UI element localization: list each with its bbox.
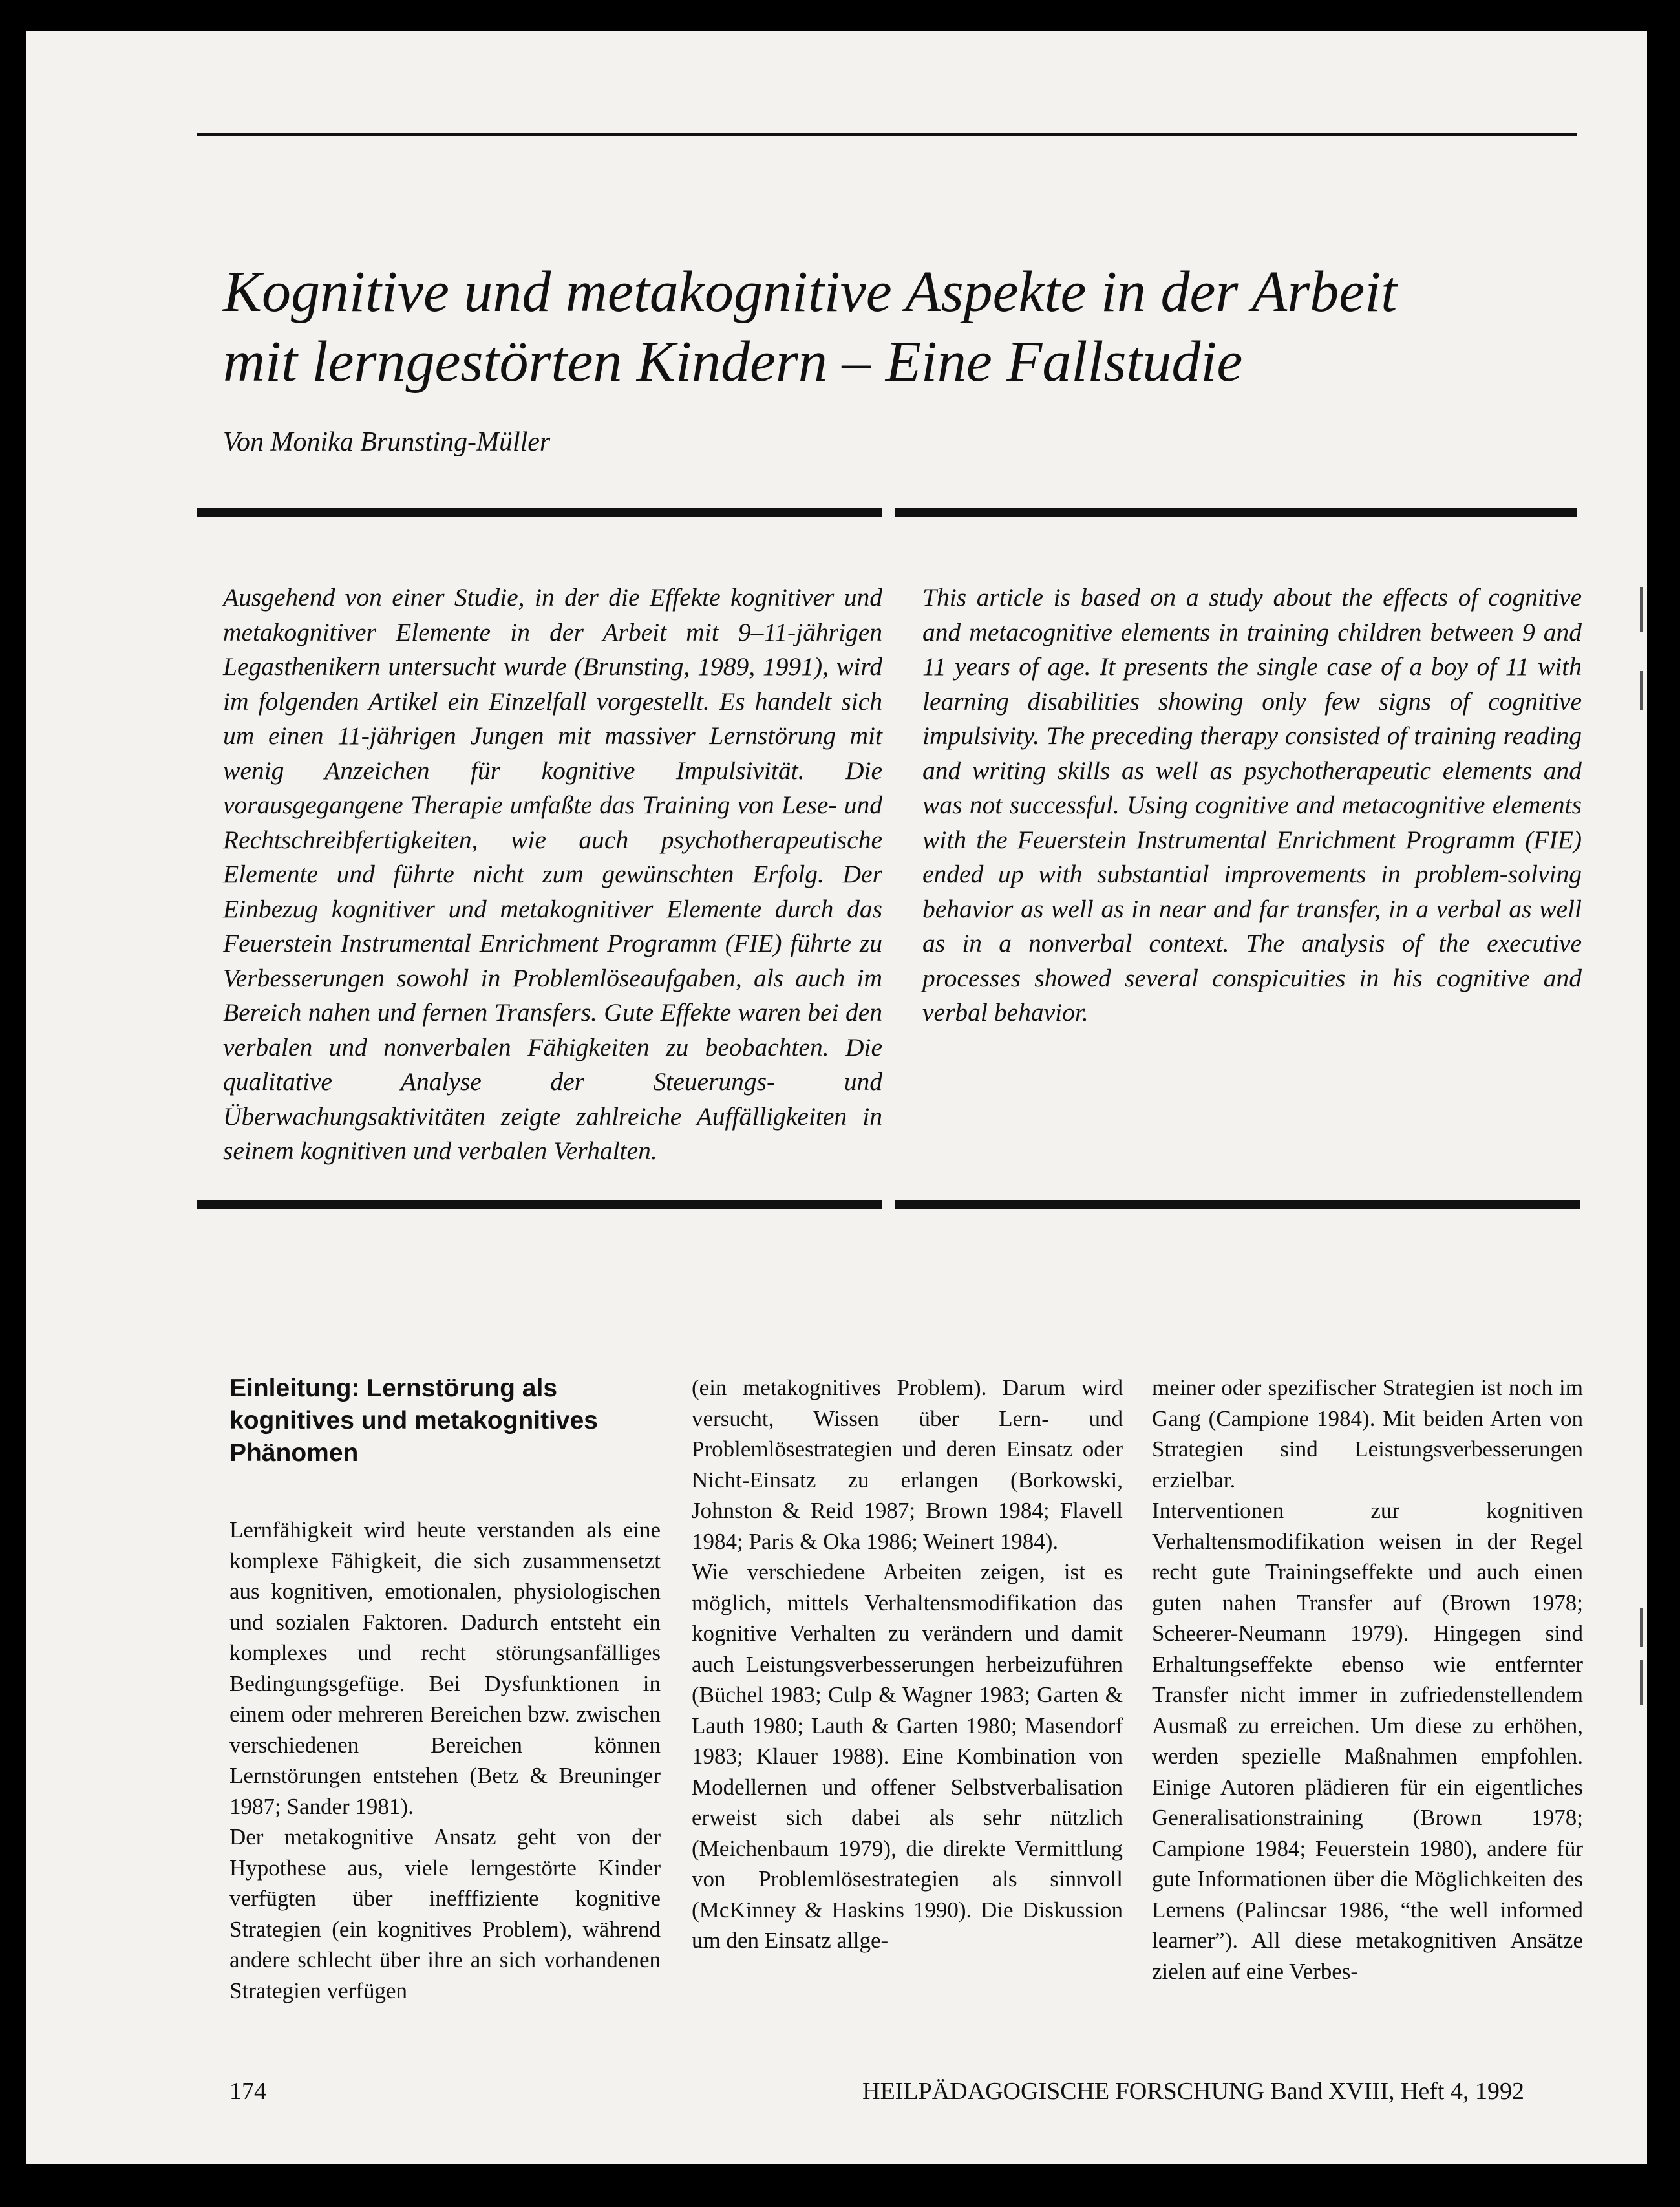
margin-mark (1640, 587, 1643, 632)
abstract-bottom-bar-left (197, 1200, 882, 1209)
author-byline: Von Monika Brunsting-Müller (223, 427, 551, 457)
abstract-top-bar-right (895, 508, 1577, 517)
paragraph: Interventionen zur kognitiven Verhaltensmodifikation weisen in der Regel recht gute Trainingseffekte und auch einen guten nahen Transfer auf (Brown 1978; Scheerer-Neumann 1979). Hingegen sind Erhaltungseffekte ebenso wie entfernter Transfer nicht immer in zufriedenstellendem Ausmaß zu erreichen. Um diese zu erhöhen, werden spezielle Maßnahmen empfohlen. Einige Autoren plädieren für ein eigentliches Generalisationstraining (Brown 1978; Campione 1984; Feuerstein 1980), andere für gute Informationen über die Möglichkeiten des Lernens (Palincsar 1986, “the well informed learner”). All diese metakognitiven Ansätze zielen auf eine Verbes- (1152, 1498, 1583, 1984)
body-column-2 (692, 1372, 1123, 1956)
paragraph: Lernfähigkeit wird heute verstanden als eine komplexe Fähigkeit, die sich zusammensetzt aus kognitiven, emotionalen, physiologischen und sozialen Faktoren. Dadurch entsteht ein komplexes und recht störungsanfälliges Bedingungsgefüge. Bei Dysfunktionen in einem oder mehreren Bereichen bzw. zwischen verschiedenen Bereichen können Lernstörungen entstehen (Betz & Breuninger 1987; Sander 1981). (229, 1517, 661, 1819)
margin-mark (1640, 1608, 1643, 1647)
body-column-1 (229, 1372, 661, 2006)
journal-footer: HEILPÄDAGOGISCHE FORSCHUNG Band XVIII, Heft 4, 1992 (862, 2078, 1524, 2105)
paragraph: Wie verschiedene Arbeiten zeigen, ist es möglich, mittels Verhaltensmodifikation das kognitive Verhalten zu verändern und damit auch Leistungsverbesserungen herbeizuführen (Büchel 1983; Culp & Wagner 1983; Garten & Lauth 1980; Lauth & Garten 1980; Masendorf 1983; Klauer 1988). Eine Kombination von Modellernen und offener Selbstverbalisation erweist sich dabei als sehr nützlich (Meichenbaum 1979), die direkte Vermittlung von Problemlösestrategien als sinnvoll (McKinney & Haskins 1990). Die Diskussion um den Einsatz allge- (692, 1559, 1123, 1953)
abstract-german: Ausgehend von einer Studie, in der die Effekte kognitiver und metakognitiver Elemente in der Arbeit mit 9–11-jährigen Legasthenikern untersucht wurde (Brunsting, 1989, 1991), wird im folgenden Artikel ein Einzelfall vorgestellt. Es handelt sich um einen 11-jährigen Jungen mit massiver Lernstörung mit wenig Anzeichen für kognitive Impulsivität. Die vorausgegangene Therapie umfaßte das Training von Lese- und Rechtschreibfertigkeiten, wie auch psychotherapeutische Elemente und führte nicht zum gewünschten Erfolg. Der Einbezug kognitiver und metakognitiver Elemente durch das Feuerstein Instrumental Enrichment Programm (FIE) führte zu Verbesserungen sowohl in Problemlöseaufgaben, als auch im Bereich nahen und fernen Transfers. Gute Effekte waren bei den verbalen und nonverbalen Fähigkeiten zu beobachten. Die qualitative Analyse der Steuerungs- und Überwachungsaktivitäten zeigte zahlreiche Auffälligkeiten in seinem kognitiven und verbalen Verhalten. (223, 583, 882, 1165)
abstract-english: This article is based on a study about the effects of cognitive and metacognitive elements in training children between 9 and 11 years of age. It presents the single case of a boy of 11 with learning disabilities showing only few signs of cognitive impulsivity. The preceding therapy consisted of training reading and writing skills as well as psychotherapeutic elements and was not successful. Using cognitive and metacognitive elements with the Feuerstein Instrumental Enrichment Programm (FIE) ended up with substantial improvements in problem-solving behavior as well as in near and far transfer, in a verbal as well as in a nonverbal context. The analysis of the executive processes showed several conspicuities in his cognitive and verbal behavior. (922, 583, 1582, 1027)
abstract-bottom-bar-right (895, 1200, 1580, 1209)
margin-mark (1640, 1660, 1643, 1705)
abstract-top-bar-left (197, 508, 882, 517)
page-number: 174 (229, 2078, 266, 2105)
journal-page (26, 31, 1647, 2164)
body-column-3 (1152, 1372, 1583, 1987)
article-title (223, 257, 1580, 397)
title-line-2: mit lerngestörten Kindern – Eine Fallstudie (223, 330, 1243, 394)
header-rule (197, 133, 1577, 136)
title-line-1: Kognitive und metakognitive Aspekte in der Arbeit (223, 260, 1398, 324)
section-heading: Einleitung: Lernstörung als kognitives und metakognitives Phänomen (229, 1374, 598, 1467)
paragraph: (ein metakognitives Problem). Darum wird versucht, Wissen über Lern- und Problemlösestrategien und deren Einsatz oder Nicht-Einsatz zu erlangen (Borkowski, Johnston & Reid 1987; Brown 1984; Flavell 1984; Paris & Oka 1986; Weinert 1984). (692, 1375, 1123, 1554)
margin-mark (1640, 671, 1643, 710)
paragraph: Der metakognitive Ansatz geht von der Hypothese aus, viele lerngestörte Kinder verfügten über inefffiziente kognitive Strategien (ein kognitives Problem), während andere schlecht über ihre an sich vorhandenen Strategien verfügen (229, 1824, 661, 2003)
paragraph: meiner oder spezifischer Strategien ist noch im Gang (Campione 1984). Mit beiden Arten von Strategien sind Leistungsverbesserungen erzielbar. (1152, 1375, 1583, 1493)
